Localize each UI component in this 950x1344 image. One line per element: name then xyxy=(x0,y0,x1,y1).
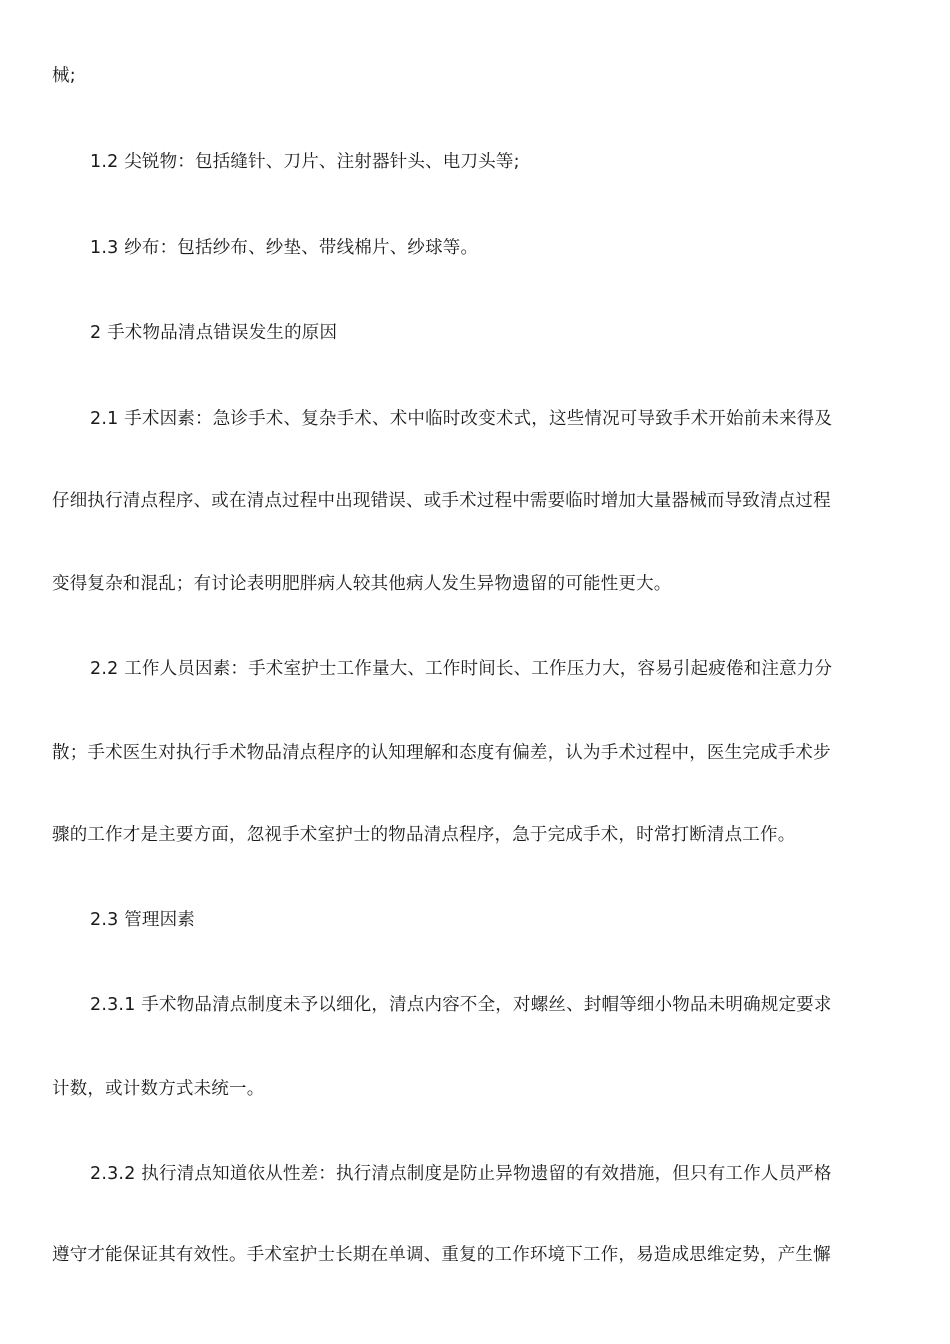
text-line: 骤的工作才是主要方面，忽视手术室护士的物品清点程序，急于完成手术，时常打断清点工作。 xyxy=(52,825,796,845)
section-heading: 2.3 管理因素 xyxy=(90,910,195,930)
text-line: 械; xyxy=(52,66,76,86)
text-line: 散；手术医生对执行手术物品清点程序的认知理解和态度有偏差，认为手术过程中，医生完成手术步 xyxy=(52,743,831,763)
text-line: 1.3 纱布：包括纱布、纱垫、带线棉片、纱球等。 xyxy=(90,238,479,258)
text-line: 2.3.1 手术物品清点制度未予以细化，清点内容不全，对螺丝、封帽等细小物品未明确规定要求 xyxy=(90,995,832,1015)
section-heading: 2 手术物品清点错误发生的原因 xyxy=(90,323,338,343)
text-line: 变得复杂和混乱；有讨论表明肥胖病人较其他病人发生异物遗留的可能性更大。 xyxy=(52,574,672,594)
text-line: 计数，或计数方式未统一。 xyxy=(52,1079,265,1099)
text-line: 遵守才能保证其有效性。手术室护士长期在单调、重复的工作环境下工作，易造成思维定势，产生懈 xyxy=(52,1245,831,1265)
text-line: 1.2 尖锐物：包括缝针、刀片、注射器针头、电刀头等; xyxy=(90,152,520,172)
text-line: 仔细执行清点程序、或在清点过程中出现错误、或手术过程中需要临时增加大量器械而导致清点过程 xyxy=(52,491,831,511)
text-line: 2.2 工作人员因素：手术室护士工作量大、工作时间长、工作压力大，容易引起疲倦和注意力分 xyxy=(90,659,833,679)
text-line: 2.3.2 执行清点知道依从性差：执行清点制度是防止异物遗留的有效措施，但只有工作人员严格 xyxy=(90,1164,832,1184)
text-line: 2.1 手术因素：急诊手术、复杂手术、术中临时改变术式，这些情况可导致手术开始前未来得及 xyxy=(90,409,833,429)
